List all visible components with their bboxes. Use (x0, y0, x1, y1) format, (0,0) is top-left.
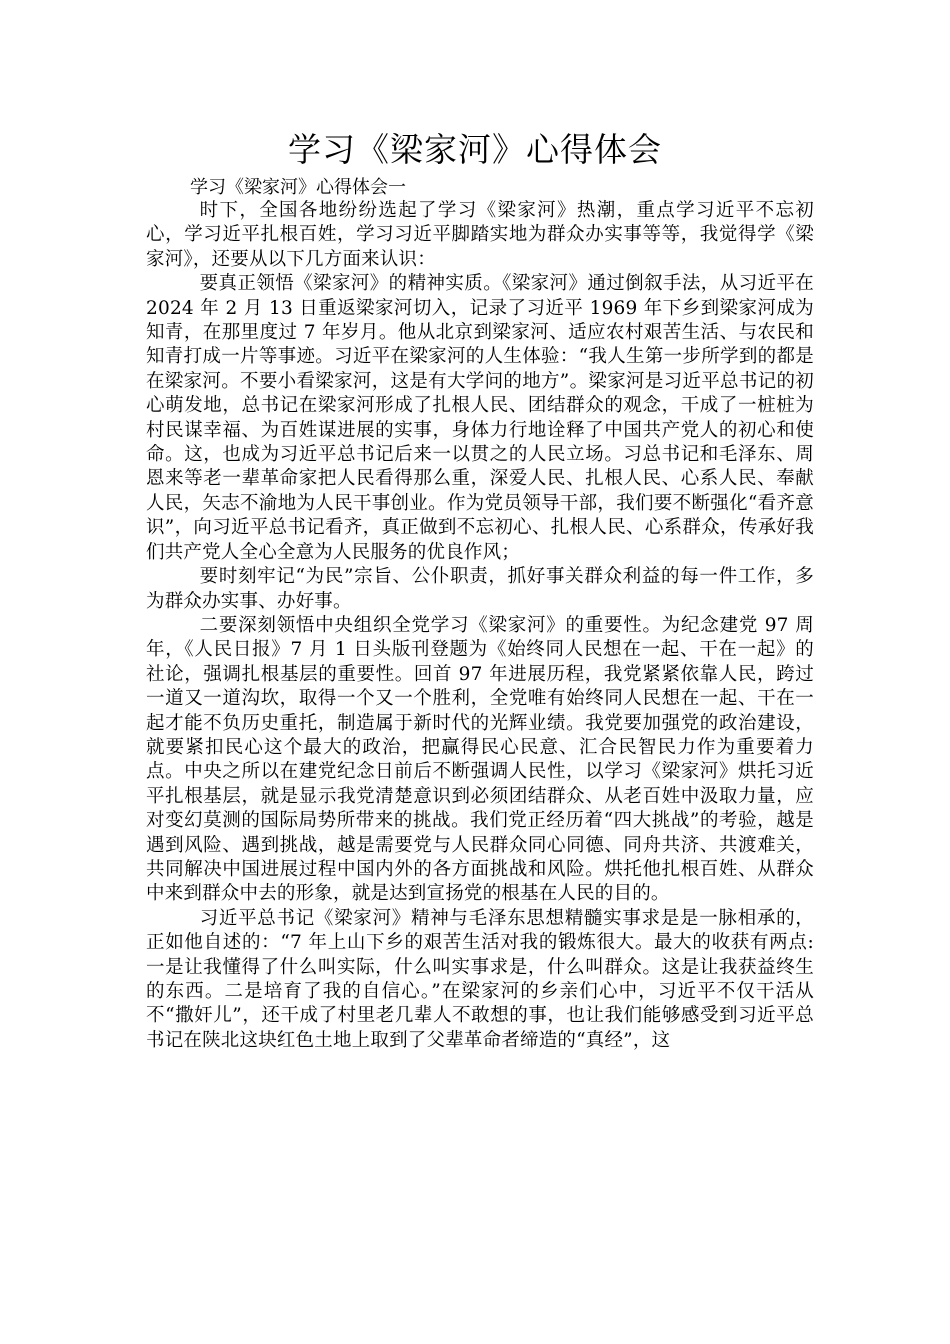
paragraph: 二要深刻领悟中央组织全党学习《梁家河》的重要性。为纪念建党 97 周年，《人民日报》7 月 1 日头版刊登题为《始终同人民想在一起、干在一起》的社论，强调扎根基层的重要性。回首 97 年进展历程，我党紧紧依靠人民，跨过一道又一道沟坎，取得一个又一个胜利，全党唯有始终同人民想在一起、干在一起才能不负历史重托，制造属于新时代的光辉业绩。我党要加强党的政治建设，就要紧扣民心这个最大的政治，把赢得民心民意、汇合民智民力作为重要着力点。中央之所以在建党纪念日前后不断强调人民性，以学习《梁家河》烘托习近平扎根基层，就是显示我党清楚意识到必须团结群众、从老百姓中汲取力量，应对变幻莫测的国际局势所带来的挑战。我们党正经历着“四大挑战”的考验，越是遇到风险、遇到挑战，越是需要党与人民群众同心同德、同舟共济、共渡难关，共同解决中国进展过程中国内外的各方面挑战和风险。烘托他扎根百姓、从群众中来到群众中去的形象，就是达到宣扬党的根基在人民的目的。 (146, 614, 814, 905)
paragraph: 时下，全国各地纷纷选起了学习《梁家河》热潮，重点学习近平不忘初心，学习近平扎根百姓，学习习近平脚踏实地为群众办实事等等，我觉得学《梁家河》，还要从以下几方面来认识： (146, 200, 814, 270)
paragraph: 要时刻牢记“为民”宗旨、公仆职责，抓好事关群众利益的每一件工作，多为群众办实事、办好事。 (146, 566, 814, 612)
paragraph: 要真正领悟《梁家河》的精神实质。《梁家河》通过倒叙手法，从习近平在 2024 年 2 月 13 日重返梁家河切入，记录了习近平 1969 年下乡到梁家河成为知青，在那里度过 7 年岁月。他从北京到梁家河、适应农村艰苦生活、与农民和知青打成一片等事迹。习近平在梁家河的人生体验：“我人生第一步所学到的都是在梁家河。不要小看梁家河，这是有大学问的地方”。梁家河是习近平总书记的初心萌发地，总书记在梁家河形成了扎根人民、团结群众的观念，干成了一桩桩为村民谋幸福、为百姓谋进展的实事，身体力行地诠释了中国共产党人的初心和使命。这，也成为习近平总书记后来一以贯之的人民立场。习总书记和毛泽东、周恩来等老一辈革命家把人民看得那么重，深爱人民、扎根人民、心系人民、奉献人民，矢志不渝地为人民干事创业。作为党员领导干部，我们要不断强化“看齐意识”，向习近平总书记看齐，真正做到不忘初心、扎根人民、心系群众，传承好我们共产党人全心全意为人民服务的优良作风； (146, 273, 814, 563)
document-subtitle: 学习《梁家河》心得体会一 (190, 177, 406, 198)
paragraph: 习近平总书记《梁家河》精神与毛泽东思想精髓实事求是是一脉相承的，正如他自述的：“7 年上山下乡的艰苦生活对我的锻炼很大。最大的收获有两点:一是让我懂得了什么叫实际，什么叫实事求是，什么叫群众。这是让我获益终生的东西。二是培育了我的自信心。”在梁家河的乡亲们心中，习近平不仅干活从不“撒奸儿”，还干成了村里老几辈人不敢想的事，也让我们能够感受到习近平总书记在陕北这块红色土地上取到了父辈革命者缔造的“真经”，这 (146, 907, 814, 1051)
document-title: 学习《梁家河》心得体会 (288, 130, 662, 169)
document-body (146, 199, 814, 1053)
